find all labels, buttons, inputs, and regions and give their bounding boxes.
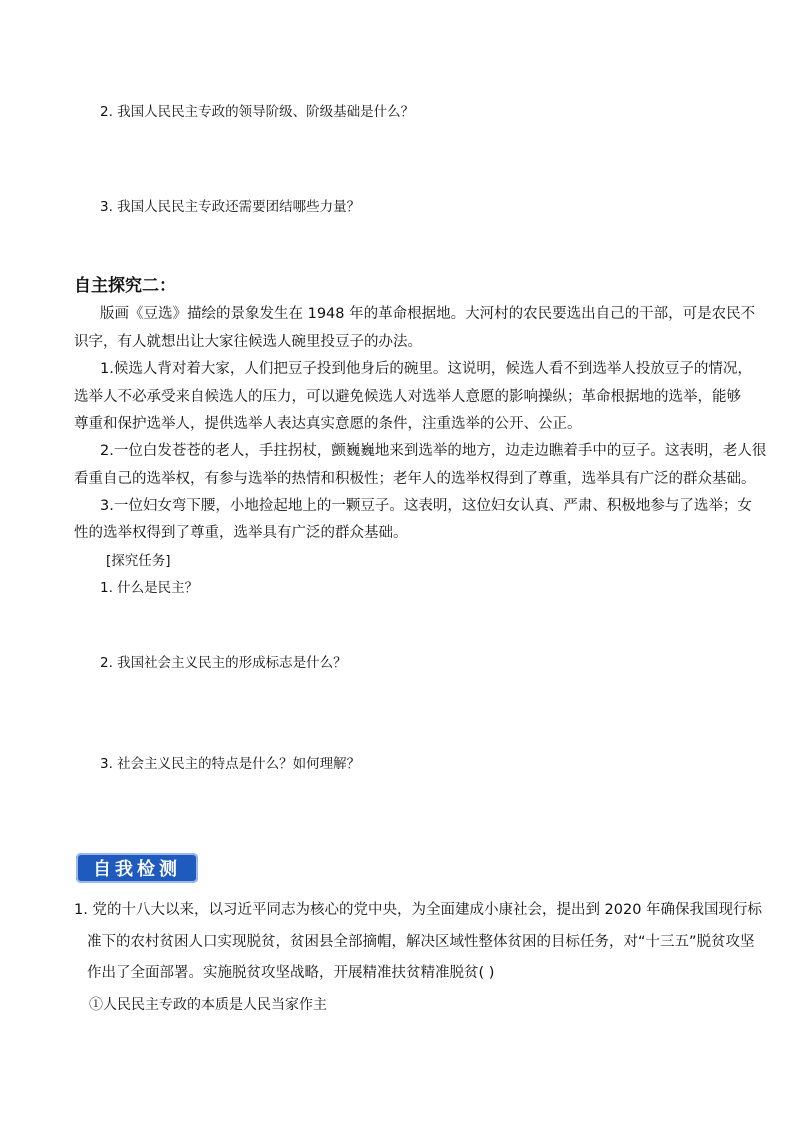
task-label: [探究任务] [106, 553, 171, 569]
option-1: ①人民民主专政的本质是人民当家作主 [89, 997, 327, 1013]
point3-line-2: 性的选举权得到了尊重，选举具有广泛的群众基础。 [74, 525, 408, 541]
self-check-badge: 自我检测 [76, 853, 198, 883]
point3-line-1: 3.一位妇女弯下腰，小地捡起地上的一颗豆子。这表明，这位妇女认真、严肃、积极地参与了选举；女 [100, 498, 752, 514]
question-3: 3. 我国人民民主专政还需要团结哪些力量？ [100, 199, 361, 215]
task-3: 3. 社会主义民主的特点是什么？如何理解？ [100, 756, 361, 772]
intro-line-1: 版画《豆选》描绘的景象发生在 1948 年的革命根据地。大河村的农民要选出自己的干部，可是农民不 [100, 306, 756, 322]
question-2: 2. 我国人民民主专政的领导阶级、阶级基础是什么？ [100, 104, 415, 120]
task-2: 2. 我国社会主义民主的形成标志是什么？ [100, 655, 347, 671]
task-1: 1. 什么是民主？ [100, 580, 199, 596]
point1-line-1: 1.候选人背对着大家，人们把豆子投到他身后的碗里。这说明，候选人看不到选举人投放豆子的情况， [100, 361, 752, 377]
question-1-line-2: 准下的农村贫困人口实现脱贫，贫困县全部摘帽，解决区域性整体贫困的目标任务，对“十三五”脱贫攻坚 [87, 934, 755, 950]
question-1-line-3: 作出了全面部署。实施脱贫攻坚战略，开展精准扶贫精准脱贫( ) [87, 965, 495, 981]
point1-line-2: 选举人不必承受来自候选人的压力，可以避免候选人对选举人意愿的影响操纵；革命根据地的选举，能够 [74, 389, 741, 405]
intro-line-2: 识字，有人就想出让大家往候选人碗里投豆子的办法。 [74, 334, 422, 350]
point2-line-1: 2.一位白发苍苍的老人，手拄拐杖，颤巍巍地来到选举的地方，边走边瞧着手中的豆子。这表明，老人很 [100, 443, 767, 459]
question-1-line-1: 1. 党的十八大以来，以习近平同志为核心的党中央，为全面建成小康社会，提出到 2020 年确保我国现行标 [74, 902, 763, 918]
point1-line-3: 尊重和保护选举人，提供选举人表达真实意愿的条件，注重选举的公开、公正。 [74, 416, 582, 432]
section-heading: 自主探究二： [74, 276, 176, 296]
point2-line-2: 看重自己的选举权，有参与选举的热情和积极性；老年人的选举权得到了尊重，选举具有广泛的群众基础。 [74, 471, 756, 487]
